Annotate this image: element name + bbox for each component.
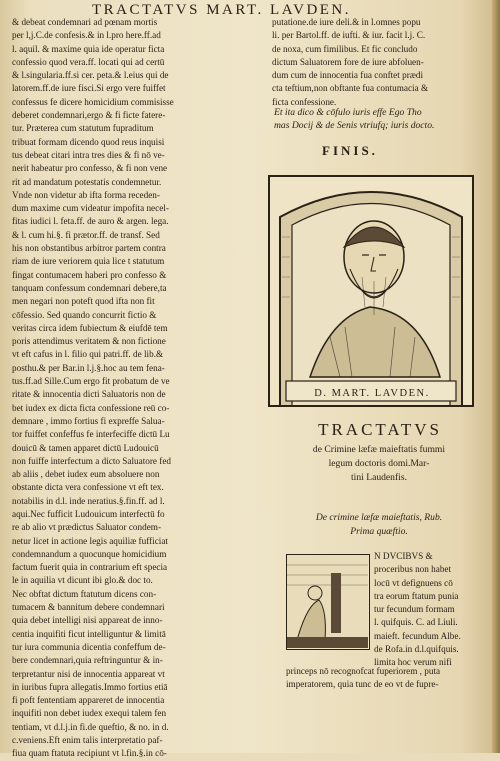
text-line: cōfessio. Sed quando concurrit fictio & bbox=[12, 309, 157, 320]
text-line: re ab alio vt prædictus Saluator condem- bbox=[12, 522, 162, 533]
text-line: tentiam, vt d.l.j.in fi.de queftio, & no. in d. bbox=[12, 721, 169, 732]
text-line: men negari non poteft quod ifta non fit bbox=[12, 296, 155, 307]
text-line: de Crimine læfæ maieftatis fummi bbox=[312, 444, 446, 455]
rubric bbox=[274, 511, 484, 539]
text-line: per l,j.C.de confesis.& in l.pro here.ff.ad bbox=[12, 30, 161, 41]
historiated-initial bbox=[287, 555, 368, 648]
text-line: legum doctoris domi.Mar- bbox=[328, 458, 430, 469]
text-line: ab aliis , debet iudex eum absoluere non bbox=[12, 469, 160, 480]
text-line: quia debet intelligi nisi appareat de inno- bbox=[12, 615, 163, 626]
left-column bbox=[12, 16, 262, 761]
text-line: veritas circa idem fubiectum & eiufdē tem bbox=[12, 322, 168, 333]
text-line: bet iudex ex dicta ficta confessione reū co- bbox=[12, 402, 170, 413]
text-line: tribuat formam dicendo quod reus inquisi bbox=[12, 136, 165, 147]
text-line: vt eft cafus in l. filio qui patri.ff. de lib.& bbox=[12, 349, 164, 360]
text-line: tumacem & bannitum debere condemnari bbox=[12, 602, 165, 613]
text-line: de Rofa.in d.l.quifquis. bbox=[374, 644, 459, 655]
text-line: & l.singularia.ff.si cer. peta.& l.eius qui de bbox=[12, 70, 169, 81]
page-edge bbox=[492, 0, 500, 753]
text-line: Et ita dico & cōfulo iuris effe Ego Tho bbox=[274, 107, 422, 118]
text-line: l. quifquis. C. ad Liuli. bbox=[374, 617, 458, 628]
text-line: fiua quam ftatuta recipiunt vt l.fin.§.in cō- bbox=[12, 748, 167, 759]
initial-woodcut bbox=[286, 554, 370, 650]
text-line: nerit habeatur pro confesso, & fi non vene bbox=[12, 163, 168, 174]
text-line: his non obstantibus arbitror partem contra bbox=[12, 243, 166, 254]
text-line: tini Laudenfis. bbox=[351, 472, 407, 483]
text-line: Nec obftat dictum ftatutum dicens con- bbox=[12, 588, 157, 599]
portrait-caption: D. MART. LAVDEN. bbox=[314, 388, 430, 399]
text-line: N DVCIBVS & bbox=[374, 551, 433, 561]
text-line: maieft. fecundum Albe. bbox=[374, 630, 461, 641]
text-line: ritate & innocentia dicti Saluatoris non de bbox=[12, 389, 166, 400]
text-line: tus.ff.ad Sille.Cum ergo fit probatum de ve bbox=[12, 376, 170, 387]
text-line: tur. Præterea cum statutum fupraditum bbox=[12, 123, 154, 134]
text-line: rit ad mandatum potestatis condemnetur. bbox=[12, 176, 162, 187]
text-line: mas Docij & de Senis vtriufq; iuris docto. bbox=[274, 120, 435, 131]
text-line: centia inquifiti ficut intelliguntur & limitā bbox=[12, 628, 166, 639]
text-line: poris attendimus veritatem & non fictione bbox=[12, 336, 166, 347]
text-line: & debeat condemnari ad pœnam mortis bbox=[12, 17, 158, 27]
text-line: fitas iudici l. feta.ff. de auro & argen. lega. bbox=[12, 216, 169, 227]
text-line: fingat contumacem haberi pro confesso & bbox=[12, 269, 167, 280]
text-line: riam de iure veriorem quia lice t statutum bbox=[12, 256, 165, 267]
text-line: demnare , immo fortius fi expreffe Salua- bbox=[12, 415, 165, 426]
text-line: condemnandum a quocunque homicidium bbox=[12, 548, 167, 559]
right-column-top bbox=[272, 16, 480, 109]
running-head: TRACTATVS MART. LAVDEN. bbox=[92, 2, 352, 18]
text-line: douicū & tamen apparet dictū Ludouicū bbox=[12, 442, 159, 453]
treatise-title: TRACTATVS bbox=[318, 420, 442, 439]
text-line: cta teftium,non obftante fua contumacia & bbox=[272, 83, 429, 94]
text-line: locū vt defignuens cō bbox=[374, 577, 453, 588]
text-line: limita hoc verum nifi bbox=[374, 657, 452, 668]
text-line: le in aquilia vt dicunt ibi glo.& doc to. bbox=[12, 575, 153, 586]
text-line: factum fuerit quia in contrarium eft specia bbox=[12, 562, 168, 573]
text-line: ficta confessione. bbox=[272, 96, 337, 107]
text-line: non fuiffe interfectum a dicto Saluatore fed bbox=[12, 455, 172, 466]
text-line: bere condemnari,quia reftringuntur & in- bbox=[12, 655, 163, 666]
text-line: proceribus non habet bbox=[374, 564, 452, 575]
text-line: dum maxime cum videatur impofita necel- bbox=[12, 203, 169, 214]
text-line: li. per Bartol.ff. de iufti. & iur. facit l.j. C. bbox=[272, 30, 426, 41]
text-line: tur iura communia dicentia confeffum de- bbox=[12, 641, 166, 652]
finis: FINIS. bbox=[322, 143, 378, 158]
text-line: confessus fe dicere homicidium commisisse bbox=[12, 96, 174, 107]
text-line: netur licet in actione legis aquiliæ fufficiat bbox=[12, 535, 168, 546]
text-line: de noxa, cum fimilibus. Et fic concludo bbox=[272, 43, 418, 54]
text-line: obstante dicta vera confessione vt eft tex. bbox=[12, 482, 164, 493]
text-line: imperatorem, quia tunc de eo vt de fupre- bbox=[286, 679, 439, 690]
signature bbox=[274, 106, 480, 132]
text-line: dictum Saluatorem fore de iure abfoluen- bbox=[272, 56, 424, 67]
text-line: tra eorum ftatum punia bbox=[374, 590, 459, 601]
text-line: terpretantur nisi de innocentia appareat vt bbox=[12, 668, 165, 679]
portrait-engraving bbox=[270, 177, 472, 405]
text-line: confessio quod vera.ff. locati qui ad certū bbox=[12, 56, 165, 67]
text-line: deberet condemnari,ergo & fi ficte fatere- bbox=[12, 110, 166, 121]
text-line: latorem.ff.de iure fisci.Si ergo vere fuiffet bbox=[12, 83, 166, 94]
text-line: inquifiti non debet iudex exequi talem fen bbox=[12, 708, 167, 719]
text-line: princeps nō recognofcat fuperiorem , puta bbox=[286, 666, 441, 676]
text-line: De crimine læfæ maieftatis, Rub. bbox=[315, 512, 443, 523]
text-line: notabilis in d.l. inde neratius.§.fin.ff. ad l. bbox=[12, 495, 165, 506]
text-line: l. aquil. & maxime quia ide operatur ficta bbox=[12, 43, 165, 54]
first-question-text bbox=[374, 550, 486, 670]
text-line: in iuribus fupra allegatis.Immo fortius etiā bbox=[12, 681, 168, 692]
bottom-text bbox=[286, 665, 486, 692]
text-line: tor fuiffet confeffus fe interfeciffe dictū Lu bbox=[12, 429, 170, 440]
text-line: putatione.de iure deli.& in l.omnes popu bbox=[272, 17, 421, 27]
text-line: c.veniens.Eft enim talis interpretatio paf- bbox=[12, 735, 163, 746]
text-line: tanquam confessum condemnari debere,ta bbox=[12, 282, 167, 293]
text-line: dum cum de innocentia fua conftet prædi bbox=[272, 70, 424, 81]
text-line: aqui.Nec fufficit Ludouicum interfectū fo bbox=[12, 508, 165, 519]
text-line: posthu.& per Bar.in l.j.§.hoc au tem fena- bbox=[12, 362, 165, 373]
treatise-subtitle bbox=[274, 443, 484, 485]
text-line: fi poft fententiam appareret de innocentia bbox=[12, 695, 165, 706]
text-line: Prima quæftio. bbox=[350, 526, 408, 537]
text-line: tur fecundum formam bbox=[374, 604, 455, 615]
text-line: Vnde non videtur ab ifta forma receden- bbox=[12, 189, 160, 200]
text-line: tus debeat citari intra tres dies & fi nō ve- bbox=[12, 149, 165, 160]
text-line: & l. cum hi.§. fi prætor.ff. de transf. Sed bbox=[12, 229, 160, 240]
portrait-woodcut bbox=[268, 175, 474, 407]
